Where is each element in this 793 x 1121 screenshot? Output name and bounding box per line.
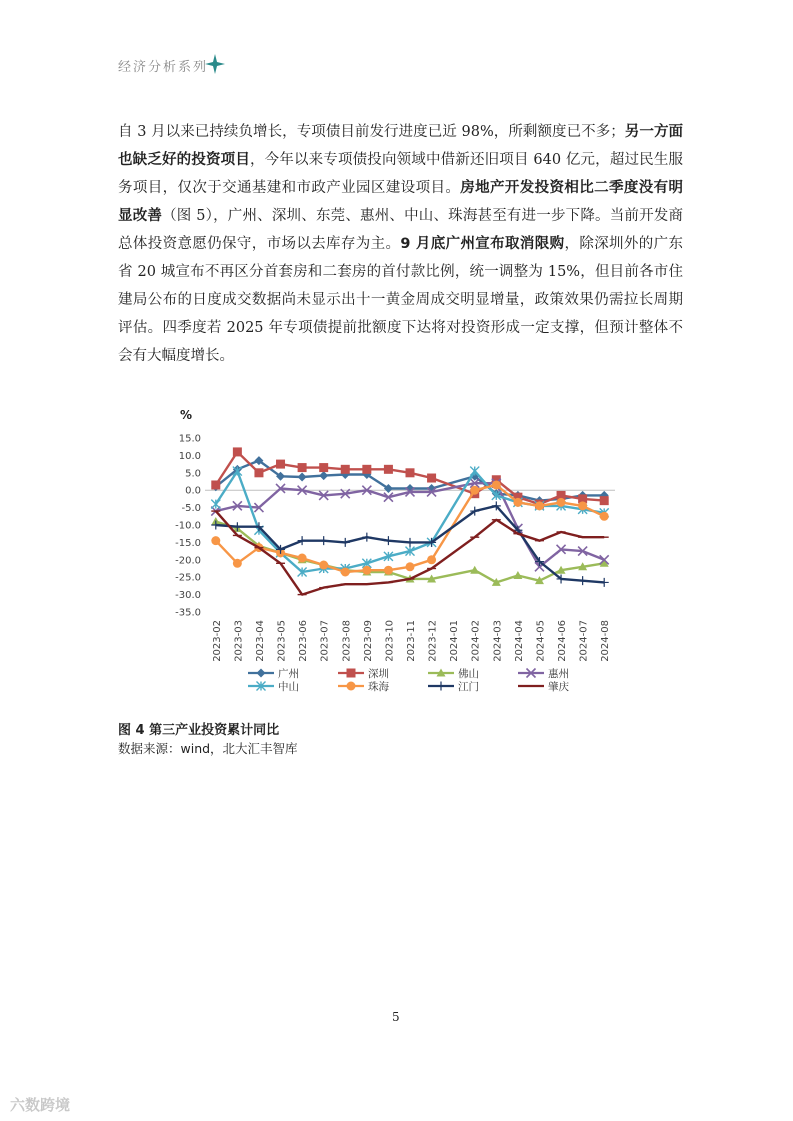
data-point	[341, 538, 350, 547]
legend-label: 中山	[278, 681, 299, 693]
x-tick-label: 2023-02	[211, 620, 223, 662]
data-point	[384, 536, 393, 545]
data-point	[578, 501, 587, 510]
page-number: 5	[392, 1010, 400, 1024]
data-point	[362, 533, 371, 542]
data-point	[427, 474, 436, 483]
figure-source: 数据来源：wind，北大汇丰智库	[118, 741, 298, 756]
x-tick-label: 2023-07	[319, 620, 331, 662]
legend-item	[428, 667, 479, 680]
x-tick-label: 2024-06	[557, 620, 569, 662]
body-paragraph	[118, 118, 683, 370]
data-point	[233, 559, 242, 568]
y-tick-label: -10.0	[175, 520, 201, 532]
data-point	[319, 471, 328, 480]
star-icon	[205, 54, 225, 74]
data-point	[406, 468, 415, 477]
bold-run: 9 月底广州宣布取消限购	[400, 236, 565, 252]
y-tick-label: -35.0	[175, 607, 201, 619]
data-point	[257, 669, 266, 678]
legend-label: 惠州	[548, 668, 569, 680]
y-tick-label: 15.0	[178, 433, 201, 445]
y-tick-label: 0.0	[185, 485, 201, 497]
legend-label: 肇庆	[548, 681, 569, 693]
text-run: ，除深圳外的广东省 20 城宣布不再区分首套房和二套房的首付款比例，统一调整为 15%，但目前各市住建局公布的日度成交数据尚未显示出十一黄金周成交明显增量，政策效果仍需拉长周期评估。四季度若 2025 年专项债提前批额度下达将对投资形成一定支撑，但预计整体不会有大幅度增长。	[118, 236, 683, 364]
header-title: 经济分析系列	[118, 60, 209, 75]
data-point	[578, 576, 587, 585]
y-axis-unit: %	[180, 408, 193, 422]
data-point	[319, 463, 328, 472]
data-point	[470, 486, 479, 495]
y-tick-label: -15.0	[175, 537, 201, 549]
x-tick-label: 2023-06	[298, 620, 310, 662]
data-point	[276, 460, 285, 469]
y-tick-label: 5.0	[185, 468, 201, 480]
y-tick-label: -20.0	[175, 555, 201, 567]
data-point	[341, 465, 350, 474]
legend-label: 佛山	[458, 668, 479, 680]
data-point	[254, 468, 263, 477]
y-tick-label: -25.0	[175, 572, 201, 584]
y-tick-label: 10.0	[178, 450, 201, 462]
x-tick-label: 2024-04	[513, 620, 525, 662]
data-point	[406, 538, 415, 547]
data-point	[298, 472, 307, 481]
legend-item	[248, 680, 299, 693]
data-point	[384, 566, 393, 575]
x-tick-label: 2023-04	[254, 620, 266, 662]
data-point	[406, 562, 415, 571]
data-point	[513, 571, 522, 579]
x-tick-label: 2024-03	[492, 620, 504, 662]
data-point	[513, 498, 522, 507]
legend-label: 江门	[458, 681, 479, 693]
series-line	[216, 452, 604, 504]
data-point	[347, 682, 356, 691]
legend-item	[428, 680, 479, 693]
data-point	[298, 536, 307, 545]
watermark-logo: 六数跨境	[10, 1096, 71, 1114]
data-point	[437, 682, 446, 691]
legend-item	[338, 680, 389, 693]
data-point	[362, 465, 371, 474]
y-tick-label: -30.0	[175, 590, 201, 602]
legend-label: 广州	[278, 668, 299, 680]
x-tick-label: 2023-10	[384, 620, 396, 662]
series-深圳	[211, 447, 608, 508]
x-tick-label: 2023-08	[341, 620, 353, 662]
y-tick-label: -5.0	[181, 503, 201, 515]
x-tick-label: 2024-08	[600, 620, 612, 662]
series-珠海	[211, 480, 608, 576]
line-chart	[160, 400, 620, 710]
data-point	[319, 561, 328, 570]
data-point	[211, 480, 220, 489]
bold-run: 另一方面也缺乏好的投资项目	[118, 124, 683, 168]
data-point	[470, 467, 479, 476]
text-run: 自 3 月以来已持续负增长，专项债目前发行进度已近 98%，所剩额度已不多；	[118, 124, 625, 140]
legend-label: 珠海	[368, 681, 389, 693]
x-tick-label: 2023-09	[362, 620, 374, 662]
data-point	[341, 567, 350, 576]
x-tick-label: 2024-05	[535, 620, 547, 662]
data-point	[347, 669, 356, 678]
x-tick-label: 2023-05	[276, 620, 288, 662]
data-point	[319, 536, 328, 545]
data-point	[427, 555, 436, 564]
data-point	[492, 480, 501, 489]
data-point	[557, 498, 566, 507]
data-point	[211, 536, 220, 545]
data-point	[535, 501, 544, 510]
legend-item	[518, 667, 569, 680]
x-tick-label: 2024-07	[578, 620, 590, 662]
legend-item	[248, 667, 299, 680]
data-point	[600, 496, 609, 505]
data-point	[600, 578, 609, 587]
x-tick-label: 2024-01	[449, 620, 461, 662]
data-point	[233, 447, 242, 456]
legend-label: 深圳	[368, 668, 389, 680]
data-point	[211, 500, 220, 509]
x-tick-label: 2023-12	[427, 620, 439, 662]
bold-run: 房地产开发投资相比二季度没有明显改善	[118, 180, 683, 224]
data-point	[298, 554, 307, 563]
text-run: ，今年以来专项债投向领域中借新还旧项目 640 亿元，超过民生服务项目，仅次于交通基建和市政产业园区建设项目。	[118, 152, 683, 196]
data-point	[298, 463, 307, 472]
data-point	[384, 465, 393, 474]
legend-item	[338, 667, 389, 680]
figure-caption: 图 4 第三产业投资累计同比	[118, 723, 280, 738]
x-tick-label: 2023-11	[406, 620, 417, 662]
legend-item	[518, 680, 569, 693]
x-tick-label: 2024-02	[470, 620, 482, 662]
x-tick-label: 2023-03	[233, 620, 245, 662]
data-point	[362, 566, 371, 575]
text-run: （图 5），广州、深圳、东莞、惠州、中山、珠海甚至有进一步下降。当前开发商总体投资意愿仍保守，市场以去库存为主。	[118, 208, 683, 252]
data-point	[600, 512, 609, 521]
